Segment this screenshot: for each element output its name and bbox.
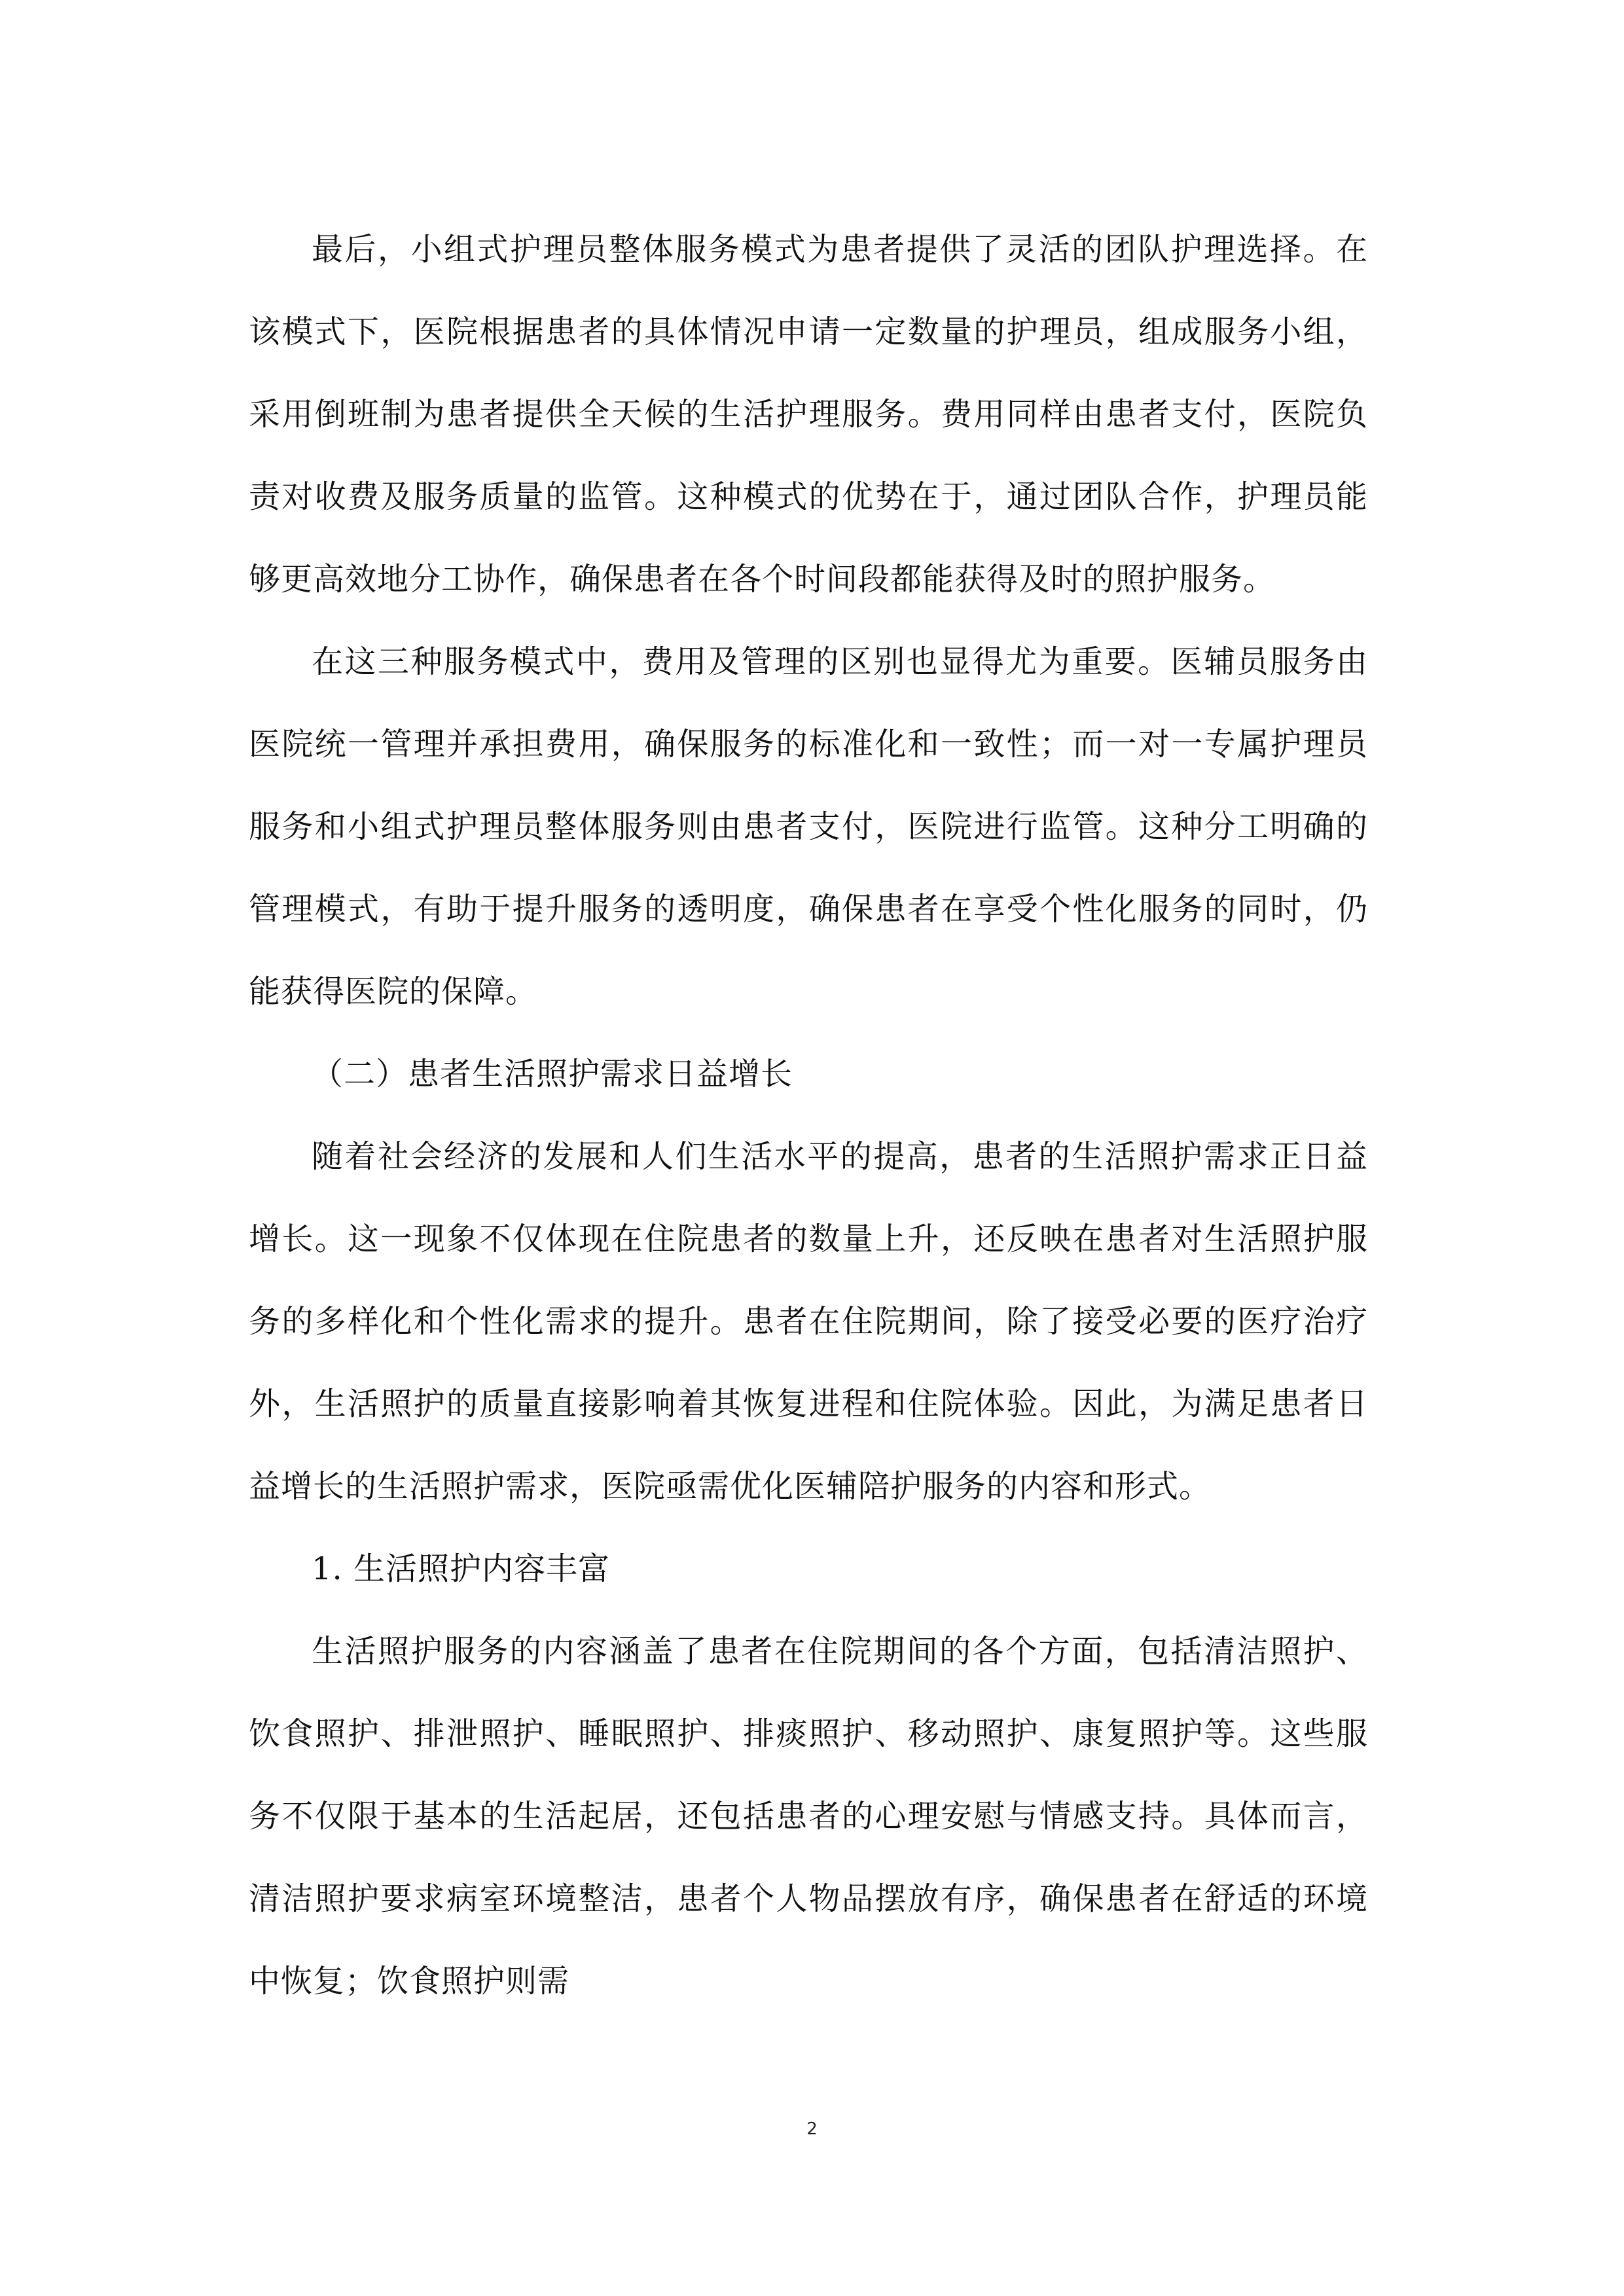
paragraph-cost-management: 在这三种服务模式中，费用及管理的区别也显得尤为重要。医辅员服务由医院统一管理并承担费用，确保服务的标准化和一致性；而一对一专属护理员服务和小组式护理员整体服务则由患者支付，医院进行监管。这种分工明确的管理模式，有助于提升服务的透明度，确保患者在享受个性化服务的同时，仍能获得医院的保障。 [249,643,1368,1010]
paragraph-team-care-model: 最后，小组式护理员整体服务模式为患者提供了灵活的团队护理选择。在该模式下，医院根据患者的具体情况申请一定数量的护理员，组成服务小组，采用倒班制为患者提供全天候的生活护理服务。费用同样由患者支付，医院负责对收费及服务质量的监管。这种模式的优势在于，通过团队合作，护理员能够更高效地分工协作，确保患者在各个时间段都能获得及时的照护服务。 [249,231,1368,598]
page-number: 2 [806,2119,818,2139]
subsection-heading: 1. 生活照护内容丰富 [312,1551,611,1587]
section-heading: （二）患者生活照护需求日益增长 [312,1056,793,1092]
document-body [249,208,1368,2022]
paragraph-care-content: 生活照护服务的内容涵盖了患者在住院期间的各个方面，包括清洁照护、饮食照护、排泄照护、睡眠照护、排痰照护、移动照护、康复照护等。这些服务不仅限于基本的生活起居，还包括患者的心理安慰与情感支持。具体而言，清洁照护要求病室环境整洁，患者个人物品摆放有序，确保患者在舒适的环境中恢复；饮食照护则需 [249,1633,1368,2000]
paragraph-care-demand: 随着社会经济的发展和人们生活水平的提高，患者的生活照护需求正日益增长。这一现象不仅体现在住院患者的数量上升，还反映在患者对生活照护服务的多样化和个性化需求的提升。患者在住院期间，除了接受必要的医疗治疗外，生活照护的质量直接影响着其恢复进程和住院体验。因此，为满足患者日益增长的生活照护需求，医院亟需优化医辅陪护服务的内容和形式。 [249,1138,1368,1505]
